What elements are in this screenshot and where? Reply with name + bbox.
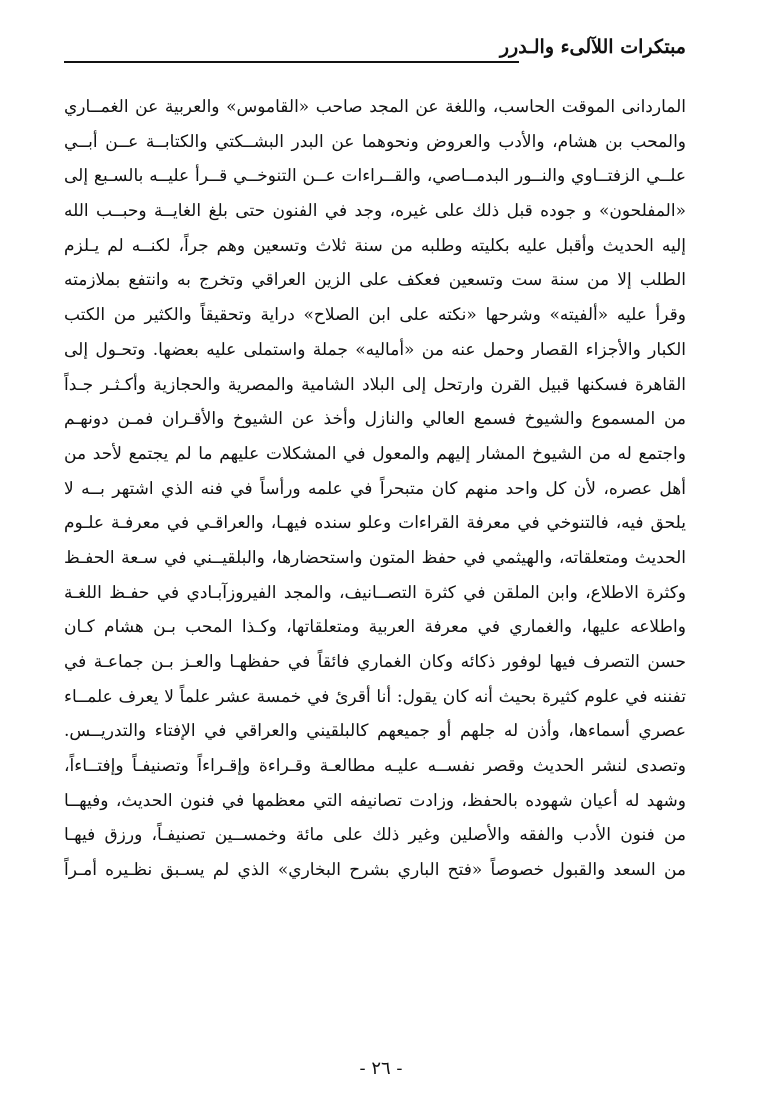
text-line: الكبار والأجزاء القصار وحمل عنه من «أماليه» جملة واستملى عليه بعضها. وتحـول إلى <box>64 339 686 360</box>
text-line: وتصدى لنشر الحديث وقصر نفســه عليـه مطالعـة وقـراءة وإقـراءاً وتصنيفـاً وإفتــاءاً، <box>64 756 686 777</box>
text-line: واطلاعه عليها، والغماري في معرفة العربية ومتعلقاتها، وكـذا المحب بـن هشام كـان <box>64 617 686 638</box>
text-line: عصري أسماءها، وأذن له جلهم أو جميعهم كالبلقيني والعراقي في الإفتاء والتدريــس. <box>64 721 686 742</box>
text-line: أهل عصره، لأن كل واحد منهم كان متبحراً في علمه ورأساً في فنه الذي اشتهر بــه لا <box>64 478 686 499</box>
body-text <box>64 90 686 888</box>
text-line: واجتمع له من الشيوخ المشار إليهم والمعول في المشكلات عليهم ما لم يجتمع لأحد من <box>64 443 686 464</box>
text-line: وكثرة الاطلاع، وابن الملقن في كثرة التصــانيف، والمجد الفيروزآبـادي في حفـظ اللغـة <box>64 582 686 603</box>
text-line: الطلب إلا من سنة ست وتسعين فعكف على الزين العراقي وتخرج به وانتفع بملازمته <box>64 270 686 291</box>
text-line: من فنون الأدب والفقه والأصلين وغير ذلك على مائة وخمســين تصنيفـاً، ورزق فيهـا <box>64 825 686 846</box>
text-line: علــي الزفتــاوي والنــور البدمــاصي، والقــراءات عــن التنوخــي قــرأ عليــه بالسـبع إلى <box>64 166 686 187</box>
header-title: مبتكرات اللآلىء والـدرر <box>499 36 686 58</box>
running-header <box>64 28 686 68</box>
text-line: حسن التصرف فيها لوفور ذكائه وكان الغماري فائقاً في حفظهـا والعـز بـن جماعـة في <box>64 652 686 672</box>
text-line: الماردانى الموقت الحاسب، واللغة عن المجد صاحب «القاموس» والعربية عن الغمــاري <box>64 97 686 117</box>
text-line: إليه الحديث وأقبل عليه بكليته وطلبه من سنة ثلاث وتسعين وهم جراً، لكنــه لم يـلزم <box>64 235 686 256</box>
text-line: وشهد له أعيان شهوده بالحفظ، وزادت تصانيفه التي معظمها في فنون الحديث، وفيهــا <box>64 790 686 811</box>
page-number: - ٢٦ - <box>359 1058 403 1079</box>
text-line: القاهرة فسكنها قبيل القرن وارتحل إلى البلاد الشامية والمصرية والحجازية وأكـثـر جـداً <box>64 374 686 395</box>
text-line: تفننه في علوم كثيرة بحيث أنه كان يقول: أنا أقرئ في خمسة عشر علماً لا يعرف علمــاء <box>64 686 686 707</box>
text-line: يلحق فيه، فالتنوخي في معرفة القراءات وعلو سنده فيهـا، والعراقـي في معرفـة علـوم <box>64 513 686 534</box>
text-line: «المفلحون» و جوده قبل ذلك على غيره، وجد في الفنون حتى بلغ الغايــة وحبــب الله <box>64 201 686 222</box>
text-line: من المسموع والشيوخ فسمع العالي والنازل وأخذ عن الشيوخ والأقـران فمـن دونهـم <box>64 409 686 430</box>
text-line: من السعد والقبول خصوصاً «فتح الباري بشرح البخاري» الذي لم يسـبق نظـيره أمـراً <box>64 860 686 881</box>
text-line: والمحب بن هشام، والأدب والعروض ونحوهما عن البدر البشــكتي والكتابــة عــن أبــي <box>64 131 686 152</box>
text-line: الحديث ومتعلقاته، والهيثمي في حفظ المتون واستحضارها، والبلقيــني في سـعة الحفـظ <box>64 547 686 568</box>
text-line: وقرأ عليه «ألفيته» وشرحها «نكته على ابن الصلاح» دراية وتحقيقاً والكثير من الكتب <box>64 305 686 326</box>
header-rule <box>64 61 519 63</box>
